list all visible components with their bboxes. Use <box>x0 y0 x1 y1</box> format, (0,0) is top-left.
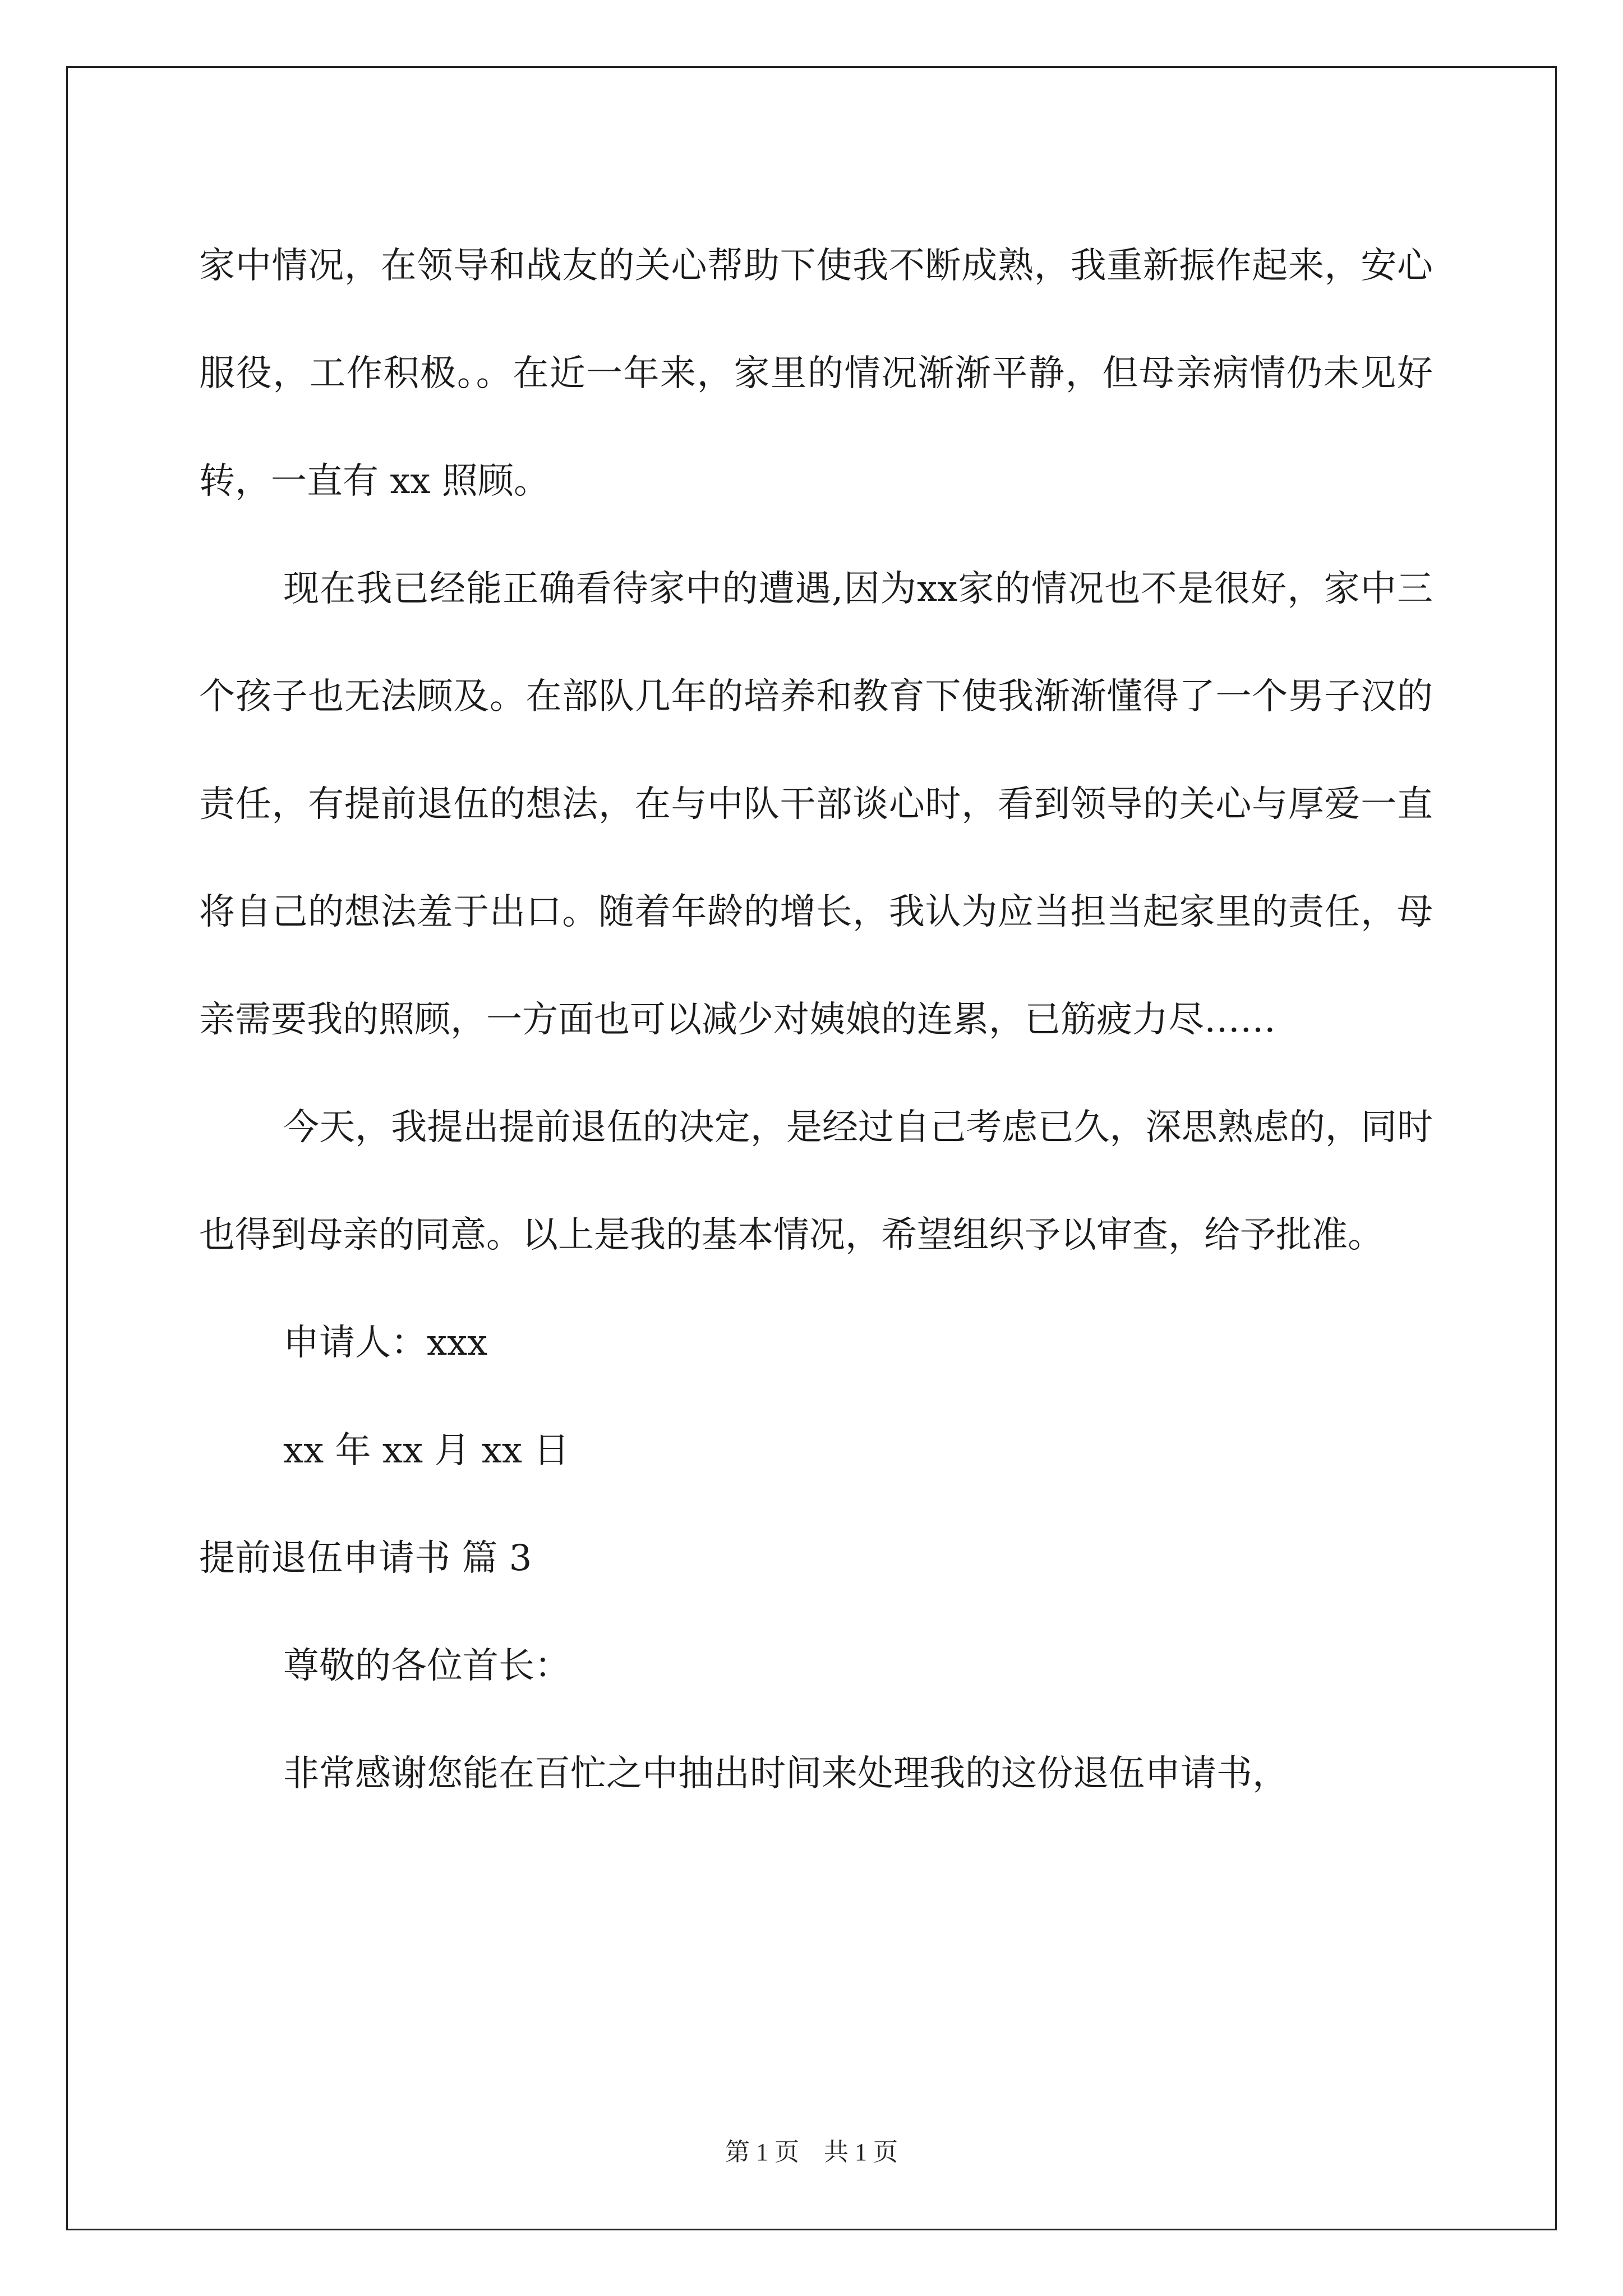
paragraph-family-situation: 家中情况，在领导和战友的关心帮助下使我不断成熟，我重新振作起来，安心服役，工作积极。。在近一年来，家里的情况渐渐平静，但母亲病情仍未见好转，一直有 xx 照顾。 <box>199 245 1433 502</box>
salutation: 尊敬的各位首长： <box>283 1645 570 1687</box>
applicant-line: 申请人：xxx <box>283 1322 488 1364</box>
date-line: xx 年 xx 月 xx 日 <box>283 1430 570 1471</box>
paragraph-opening: 非常感谢您能在百忙之中抽出时间来处理我的这份退伍申请书， <box>283 1753 1288 1795</box>
section-title: 提前退伍申请书 篇 3 <box>199 1538 532 1579</box>
document-body <box>199 212 1433 1828</box>
page-footer: 第 1 页 共 1 页 <box>725 2138 898 2166</box>
paragraph-current-situation: 现在我已经能正确看待家中的遭遇,因为xx家的情况也不是很好，家中三个孩子也无法顾及。在部队几年的培养和教育下使我渐渐懂得了一个男子汉的责任，有提前退伍的想法，在与中队干部谈心时，看到领导的关心与厚爱一直将自己的想法羞于出口。随着年龄的增长，我认为应当担当起家里的责任，母亲需要我的照顾，一方面也可以减少对姨娘的连累，已筋疲力尽…… <box>199 568 1433 1041</box>
paragraph-decision: 今天，我提出提前退伍的决定，是经过自己考虑已久，深思熟虑的，同时也得到母亲的同意。以上是我的基本情况，希望组织予以审查，给予批准。 <box>199 1107 1433 1256</box>
